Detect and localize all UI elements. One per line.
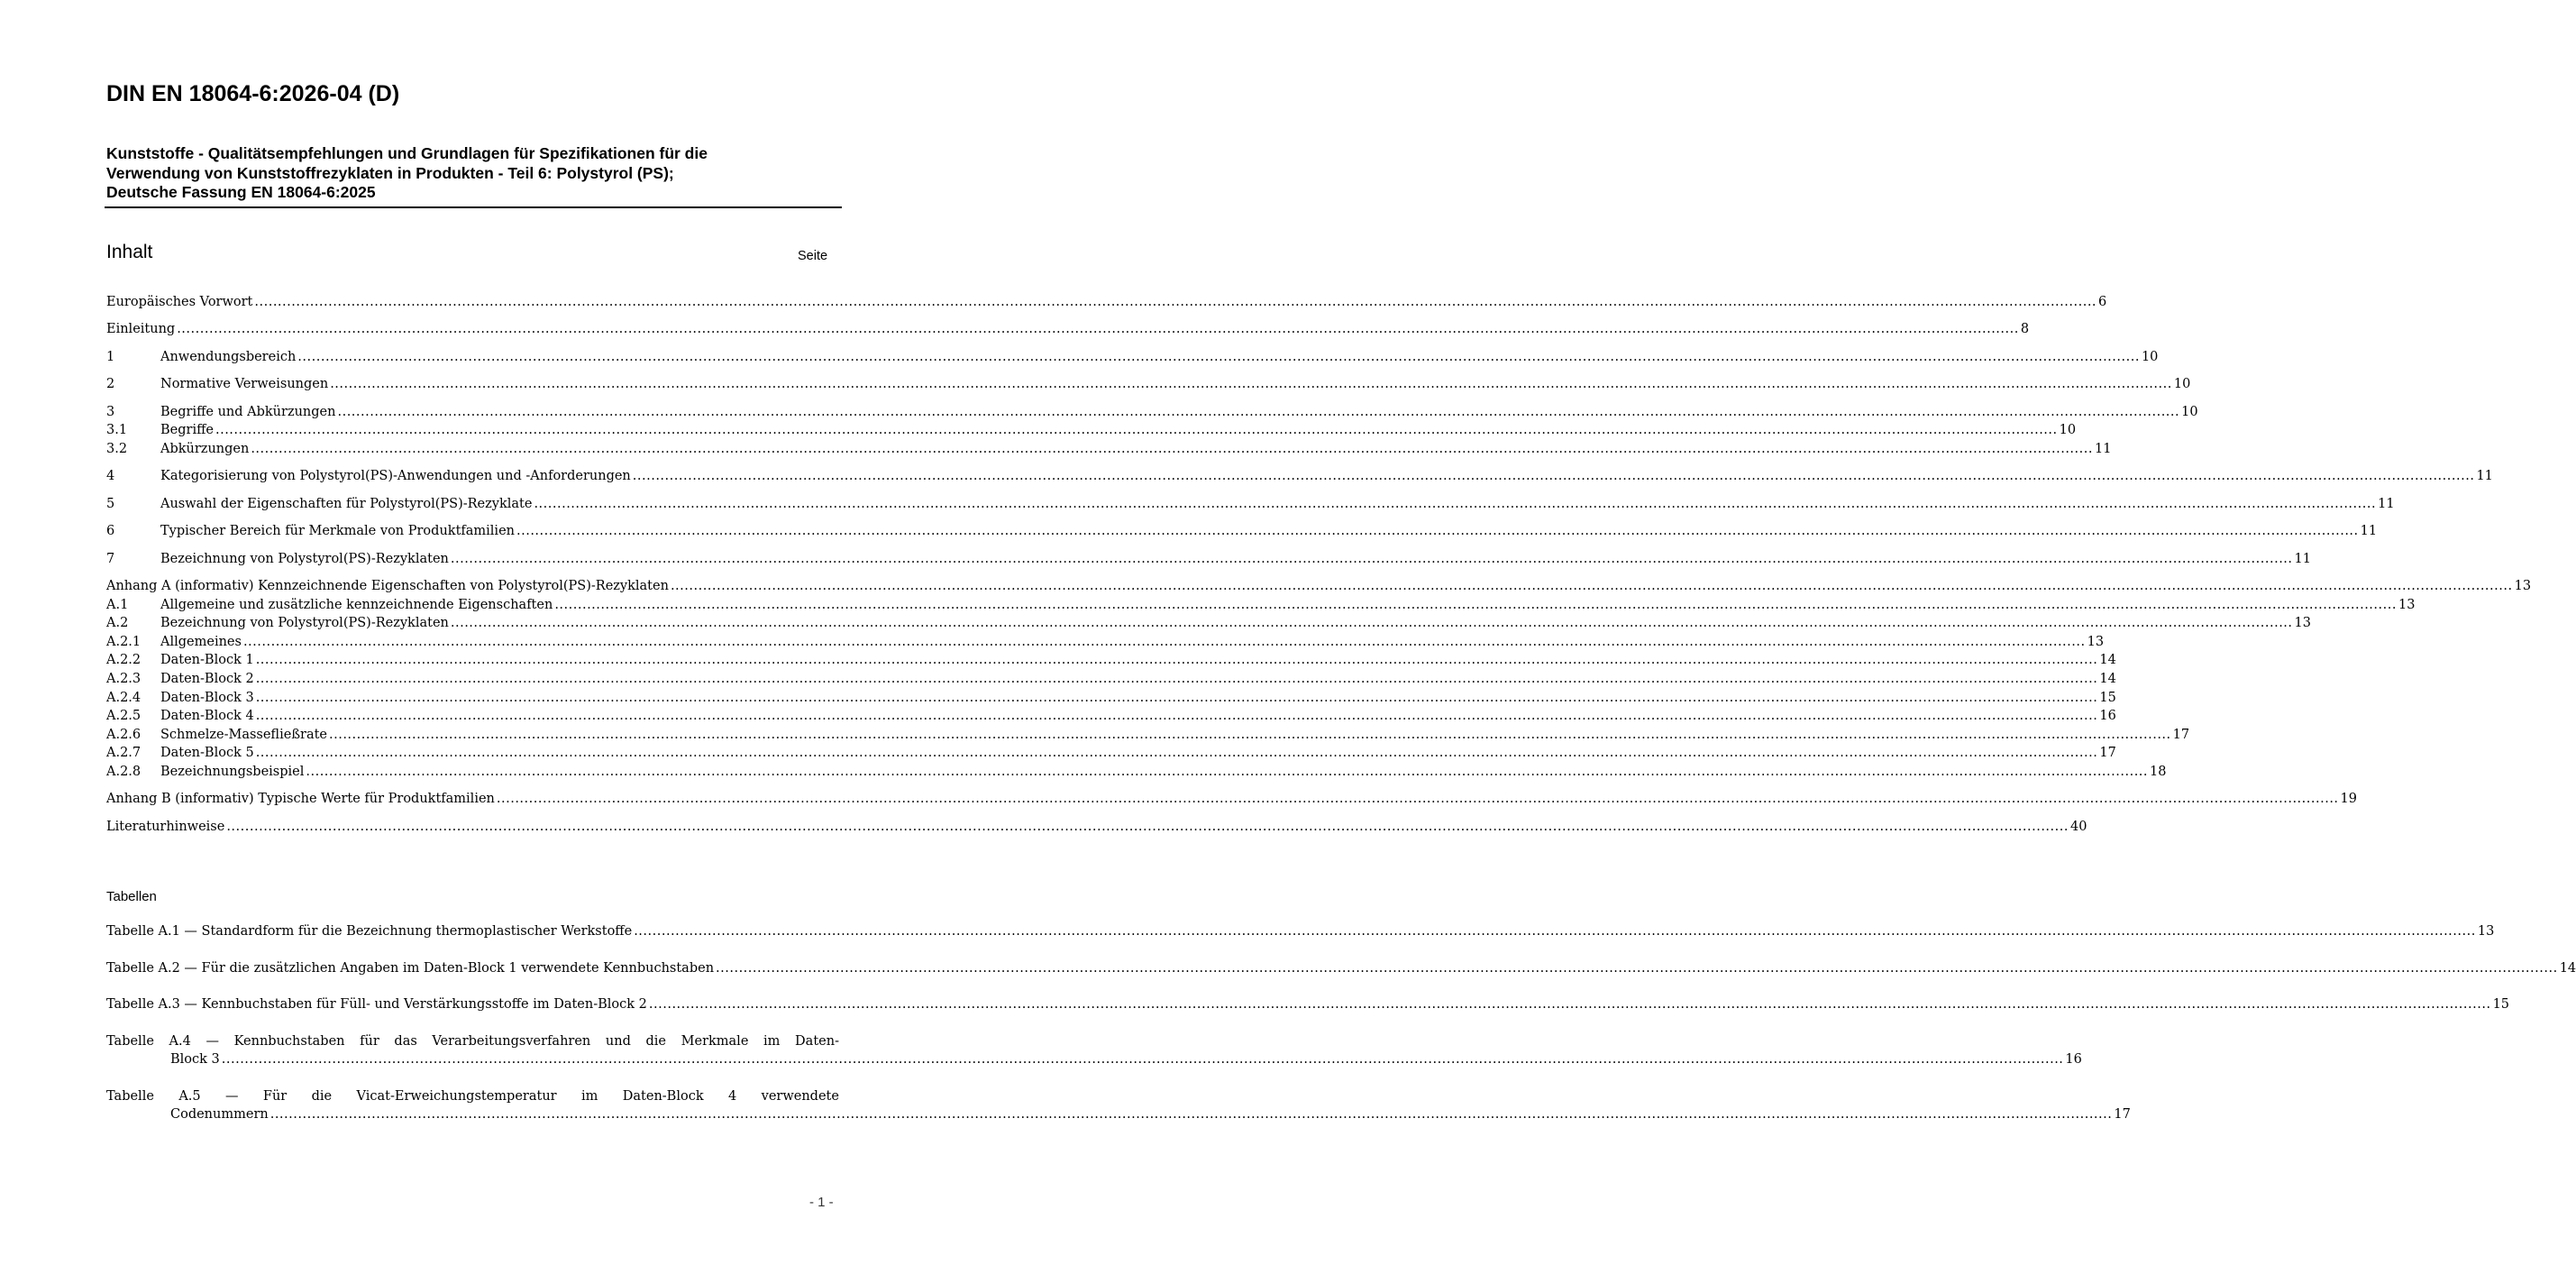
toc-entry-label: Normative Verweisungen <box>160 377 329 391</box>
toc-entry-page: 19 <box>2340 792 2357 806</box>
caption-word: 4 <box>728 1089 737 1104</box>
document-number: DIN EN 18064-6:2026-04 (D) <box>106 81 400 106</box>
caption-word: Tabelle <box>106 1034 154 1049</box>
toc-entry[interactable] <box>106 790 2357 809</box>
toc-entry-number: A.2 <box>106 616 129 630</box>
toc-entry-label: Schmelze-Massefließrate <box>160 728 327 742</box>
toc-entry-label: Anwendungsbereich <box>160 350 297 364</box>
toc-entry[interactable] <box>106 440 2112 459</box>
toc-entry-number: 5 <box>106 497 115 511</box>
toc-heading: Inhalt <box>106 242 153 262</box>
toc-entry-leader <box>160 375 2191 393</box>
toc-entry-leader <box>160 440 2112 458</box>
toc-entry-page: 14 <box>2099 653 2116 667</box>
table-entry-line <box>106 959 2576 977</box>
dot-leader: ................................................................................................................................................................................................................................................................................................................................................................................................................ <box>329 728 2171 742</box>
toc-entry-leader <box>160 651 2116 669</box>
caption-word: die <box>645 1034 667 1049</box>
toc-entry-leader <box>160 744 2116 762</box>
toc-entry[interactable] <box>106 348 2159 367</box>
caption-word: Merkmale <box>681 1034 749 1049</box>
toc-entry-label: Literaturhinweise <box>106 820 225 834</box>
toc-entry-leader <box>106 293 2107 311</box>
toc-entry-label: Einleitung <box>106 322 176 336</box>
toc-entry-label: Bezeichnung von Polystyrol(PS)-Rezyklaten <box>160 552 449 566</box>
table-entry-line <box>106 995 2510 1013</box>
toc-entry-leader <box>160 726 2190 744</box>
table-entry-caption-line1 <box>106 1032 839 1050</box>
table-entry-caption: Tabelle A.1 — Standardform für die Bezeichnung thermoplastischer Werkstoffe <box>106 924 633 939</box>
caption-word: und <box>605 1034 631 1049</box>
toc-entry-page: 17 <box>2172 728 2190 742</box>
title-line: Deutsche Fassung EN 18064-6:2025 <box>106 183 376 201</box>
caption-word: Kennbuchstaben <box>233 1034 345 1049</box>
toc-entry-number: 3 <box>106 405 115 419</box>
toc-entry[interactable] <box>106 403 2198 422</box>
toc-entry-page: 40 <box>2069 820 2087 834</box>
toc-entry-leader <box>106 818 2087 836</box>
toc-entry-page: 6 <box>2098 295 2107 309</box>
dot-leader: ................................................................................................................................................................................................................................................................................................................................................................................................................ <box>221 1052 2064 1067</box>
toc-entry[interactable] <box>106 707 2116 726</box>
toc-entry-number: A.2.3 <box>106 672 142 686</box>
table-list-entry[interactable] <box>106 1032 2082 1068</box>
toc-entry-page: 10 <box>2173 377 2191 391</box>
toc-entry-page: 10 <box>2059 423 2077 437</box>
table-list-entry[interactable] <box>106 959 2576 977</box>
toc-entry-label: Allgemeine und zusätzliche kennzeichnende Eigenschaften <box>160 598 553 612</box>
table-entry-page: 17 <box>2114 1107 2131 1122</box>
caption-word: im <box>580 1089 598 1104</box>
toc-entry-label: Daten-Block 5 <box>160 746 254 760</box>
document-title <box>106 144 842 203</box>
toc-entry[interactable] <box>106 293 2107 312</box>
toc-entry-page: 13 <box>2087 635 2105 649</box>
toc-entry[interactable] <box>106 763 2167 782</box>
toc-entry-label: Daten-Block 3 <box>160 691 254 705</box>
toc-entry-leader <box>160 467 2493 485</box>
dot-leader: ................................................................................................................................................................................................................................................................................................................................................................................................................ <box>554 598 2397 612</box>
dot-leader: ................................................................................................................................................................................................................................................................................................................................................................................................................ <box>632 469 2475 483</box>
dot-leader: ................................................................................................................................................................................................................................................................................................................................................................................................................ <box>496 792 2339 806</box>
toc-entry-label: Anhang A (informativ) Kennzeichnende Eigenschaften von Polystyrol(PS)-Rezyklaten <box>106 579 669 593</box>
toc-entry-leader <box>160 763 2167 781</box>
toc-entry-label: Begriffe <box>160 423 214 437</box>
toc-entry-page: 13 <box>2294 616 2311 630</box>
toc-entry-number: A.2.8 <box>106 765 142 779</box>
caption-word: Für <box>262 1089 288 1104</box>
toc-entry-number: 7 <box>106 552 115 566</box>
toc-entry[interactable] <box>106 596 2416 615</box>
toc-entry-label: Typischer Bereich für Merkmale von Produktfamilien <box>160 524 515 538</box>
toc-entry-label: Abkürzungen <box>160 442 250 456</box>
caption-word: Verarbeitungsverfahren <box>432 1034 591 1049</box>
table-list-entry[interactable] <box>106 995 2510 1013</box>
caption-word: das <box>394 1034 417 1049</box>
toc-entry-leader <box>160 707 2116 725</box>
dot-leader: ................................................................................................................................................................................................................................................................................................................................................................................................................ <box>450 616 2293 630</box>
toc-entry-page: 11 <box>2094 442 2112 456</box>
dot-leader: ................................................................................................................................................................................................................................................................................................................................................................................................................ <box>330 377 2172 391</box>
toc-entry-leader <box>160 614 2311 632</box>
toc-entry[interactable] <box>106 689 2116 708</box>
toc-entry-label: Daten-Block 4 <box>160 709 254 723</box>
caption-word: verwendete <box>761 1089 839 1104</box>
dot-leader: ................................................................................................................................................................................................................................................................................................................................................................................................................ <box>306 765 2149 779</box>
table-list-entry[interactable] <box>106 1087 2131 1123</box>
table-entry-caption-line2 <box>170 1050 2082 1068</box>
toc-entry-leader <box>160 495 2395 513</box>
toc-entry-number: 6 <box>106 524 115 538</box>
dot-leader: ................................................................................................................................................................................................................................................................................................................................................................................................................ <box>634 924 2476 939</box>
toc-entry-label: Begriffe und Abkürzungen <box>160 405 336 419</box>
toc-entry-number: A.2.1 <box>106 635 142 649</box>
table-entry-page: 13 <box>2477 924 2495 939</box>
toc-entry-page: 13 <box>2398 598 2416 612</box>
dot-leader: ................................................................................................................................................................................................................................................................................................................................................................................................................ <box>648 997 2491 1012</box>
toc-entry-page: 14 <box>2099 672 2116 686</box>
toc-entry-leader <box>106 577 2532 595</box>
toc-entry-page: 18 <box>2150 765 2167 779</box>
table-entry-caption-line1 <box>106 1087 839 1105</box>
caption-word: Daten- <box>795 1034 839 1049</box>
toc-entry-number: 4 <box>106 469 115 483</box>
toc-entry[interactable] <box>106 577 2532 596</box>
toc-entry[interactable] <box>106 320 2030 339</box>
table-entry-caption: Tabelle A.2 — Für die zusätzlichen Angaben im Daten-Block 1 verwendete Kennbuchstaben <box>106 961 715 976</box>
dot-leader: ................................................................................................................................................................................................................................................................................................................................................................................................................ <box>255 653 2098 667</box>
dot-leader: ................................................................................................................................................................................................................................................................................................................................................................................................................ <box>251 442 2093 456</box>
dot-leader: ................................................................................................................................................................................................................................................................................................................................................................................................................ <box>337 405 2180 419</box>
dot-leader: ................................................................................................................................................................................................................................................................................................................................................................................................................ <box>255 672 2098 686</box>
dot-leader: ................................................................................................................................................................................................................................................................................................................................................................................................................ <box>269 1107 2113 1122</box>
table-entry-caption: Tabelle A.3 — Kennbuchstaben für Füll- und Verstärkungsstoffe im Daten-Block 2 <box>106 997 647 1012</box>
toc-entry-page: 11 <box>2476 469 2493 483</box>
caption-word: die <box>311 1089 333 1104</box>
dot-leader: ................................................................................................................................................................................................................................................................................................................................................................................................................ <box>254 295 2097 309</box>
toc-entry-label: Bezeichnung von Polystyrol(PS)-Rezyklaten <box>160 616 449 630</box>
toc-entry[interactable] <box>106 550 2311 569</box>
toc-entry[interactable] <box>106 744 2116 763</box>
table-list-entry[interactable] <box>106 922 2495 940</box>
tables-heading: Tabellen <box>106 889 157 904</box>
toc-entry-page: 16 <box>2099 709 2116 723</box>
toc-entry[interactable] <box>106 633 2105 652</box>
caption-word: Tabelle <box>106 1089 154 1104</box>
dot-leader: ................................................................................................................................................................................................................................................................................................................................................................................................................ <box>450 552 2293 566</box>
toc-entry-label: Bezeichnungsbeispiel <box>160 765 305 779</box>
toc-entry-number: 3.1 <box>106 423 128 437</box>
dot-leader: ................................................................................................................................................................................................................................................................................................................................................................................................................ <box>255 691 2098 705</box>
caption-word: A.5 <box>178 1089 201 1104</box>
toc-entry-leader <box>160 689 2116 707</box>
table-entry-line <box>106 922 2495 940</box>
toc-entry-label: Daten-Block 1 <box>160 653 254 667</box>
toc-entry-page: 11 <box>2378 497 2395 511</box>
dot-leader: ................................................................................................................................................................................................................................................................................................................................................................................................................ <box>670 579 2513 593</box>
toc-entry[interactable] <box>106 726 2190 745</box>
toc-entry[interactable] <box>106 495 2395 514</box>
toc-entry-leader <box>160 633 2105 651</box>
title-divider <box>105 206 842 208</box>
toc-entry-number: 3.2 <box>106 442 128 456</box>
page-column-label: Seite <box>798 249 828 263</box>
caption-word: — <box>206 1034 219 1049</box>
toc-entry-number: A.2.4 <box>106 691 142 705</box>
page-number: - 1 - <box>809 1195 834 1210</box>
toc-entry[interactable] <box>106 522 2378 541</box>
toc-entry-label: Kategorisierung von Polystyrol(PS)-Anwendungen und -Anforderungen <box>160 469 631 483</box>
toc-entry-page: 13 <box>2514 579 2532 593</box>
dot-leader: ................................................................................................................................................................................................................................................................................................................................................................................................................ <box>215 423 2058 437</box>
toc-entry-page: 15 <box>2099 691 2116 705</box>
toc-entry[interactable] <box>106 467 2493 486</box>
toc-entry-number: A.1 <box>106 598 129 612</box>
toc-entry-number: A.2.7 <box>106 746 142 760</box>
toc-entry-number: 2 <box>106 377 115 391</box>
toc-entry-page: 17 <box>2099 746 2116 760</box>
dot-leader: ................................................................................................................................................................................................................................................................................................................................................................................................................ <box>255 709 2098 723</box>
caption-word: A.4 <box>169 1034 191 1049</box>
dot-leader: ................................................................................................................................................................................................................................................................................................................................................................................................................ <box>534 497 2377 511</box>
toc-entry-page: 10 <box>2141 350 2159 364</box>
toc-entry-leader <box>160 421 2077 439</box>
caption-word: für <box>360 1034 379 1049</box>
toc-entry-page: 11 <box>2294 552 2311 566</box>
table-entry-caption-line2 <box>170 1105 2131 1123</box>
dot-leader: ................................................................................................................................................................................................................................................................................................................................................................................................................ <box>255 746 2098 760</box>
caption-word: Vicat-Erweichungstemperatur <box>356 1089 557 1104</box>
toc-entry-label: Allgemeines <box>160 635 242 649</box>
toc-entry[interactable] <box>106 421 2077 440</box>
toc-entry-leader <box>160 550 2311 568</box>
toc-entry-number: A.2.6 <box>106 728 142 742</box>
toc-entry-leader <box>160 403 2198 421</box>
toc-entry[interactable] <box>106 818 2087 837</box>
toc-entry-leader <box>160 596 2416 614</box>
table-entry-caption-cont: Codenummern <box>170 1107 269 1122</box>
toc-entry-page: 11 <box>2360 524 2378 538</box>
toc-entry-page: 10 <box>2181 405 2198 419</box>
toc-entry-label: Daten-Block 2 <box>160 672 254 686</box>
toc-entry-number: A.2.2 <box>106 653 142 667</box>
toc-entry[interactable] <box>106 651 2116 670</box>
caption-word: — <box>225 1089 239 1104</box>
dot-leader: ................................................................................................................................................................................................................................................................................................................................................................................................................ <box>516 524 2359 538</box>
toc-entry[interactable] <box>106 670 2116 689</box>
dot-leader: ................................................................................................................................................................................................................................................................................................................................................................................................................ <box>242 635 2086 649</box>
toc-entry-number: 1 <box>106 350 115 364</box>
toc-entry-label: Auswahl der Eigenschaften für Polystyrol(PS)-Rezyklate <box>160 497 533 511</box>
toc-entry-label: Anhang B (informativ) Typische Werte für Produktfamilien <box>106 792 495 806</box>
toc-entry[interactable] <box>106 375 2191 394</box>
table-entry-page: 15 <box>2492 997 2510 1012</box>
toc-entry-number: A.2.5 <box>106 709 142 723</box>
table-entry-page: 14 <box>2559 961 2576 976</box>
toc-entry-leader <box>160 670 2116 688</box>
toc-entry-leader <box>106 790 2357 808</box>
dot-leader: ................................................................................................................................................................................................................................................................................................................................................................................................................ <box>716 961 2558 976</box>
dot-leader: ................................................................................................................................................................................................................................................................................................................................................................................................................ <box>297 350 2140 364</box>
toc-entry-leader <box>160 348 2159 366</box>
toc-entry[interactable] <box>106 614 2311 633</box>
dot-leader: ................................................................................................................................................................................................................................................................................................................................................................................................................ <box>226 820 2069 834</box>
table-entry-caption-cont: Block 3 <box>170 1052 220 1067</box>
toc-entry-leader <box>160 522 2378 540</box>
title-line: Kunststoffe - Qualitätsempfehlungen und Grundlagen für Spezifikationen für die <box>106 144 708 162</box>
caption-word: im <box>763 1034 781 1049</box>
toc-entry-page: 8 <box>2020 322 2030 336</box>
toc-entry-label: Europäisches Vorwort <box>106 295 253 309</box>
table-entry-page: 16 <box>2065 1052 2082 1067</box>
caption-word: Daten-Block <box>622 1089 704 1104</box>
toc-entry-leader <box>106 320 2030 338</box>
dot-leader: ................................................................................................................................................................................................................................................................................................................................................................................................................ <box>177 322 2019 336</box>
title-line: Verwendung von Kunststoffrezyklaten in Produkten - Teil 6: Polystyrol (PS); <box>106 163 674 182</box>
